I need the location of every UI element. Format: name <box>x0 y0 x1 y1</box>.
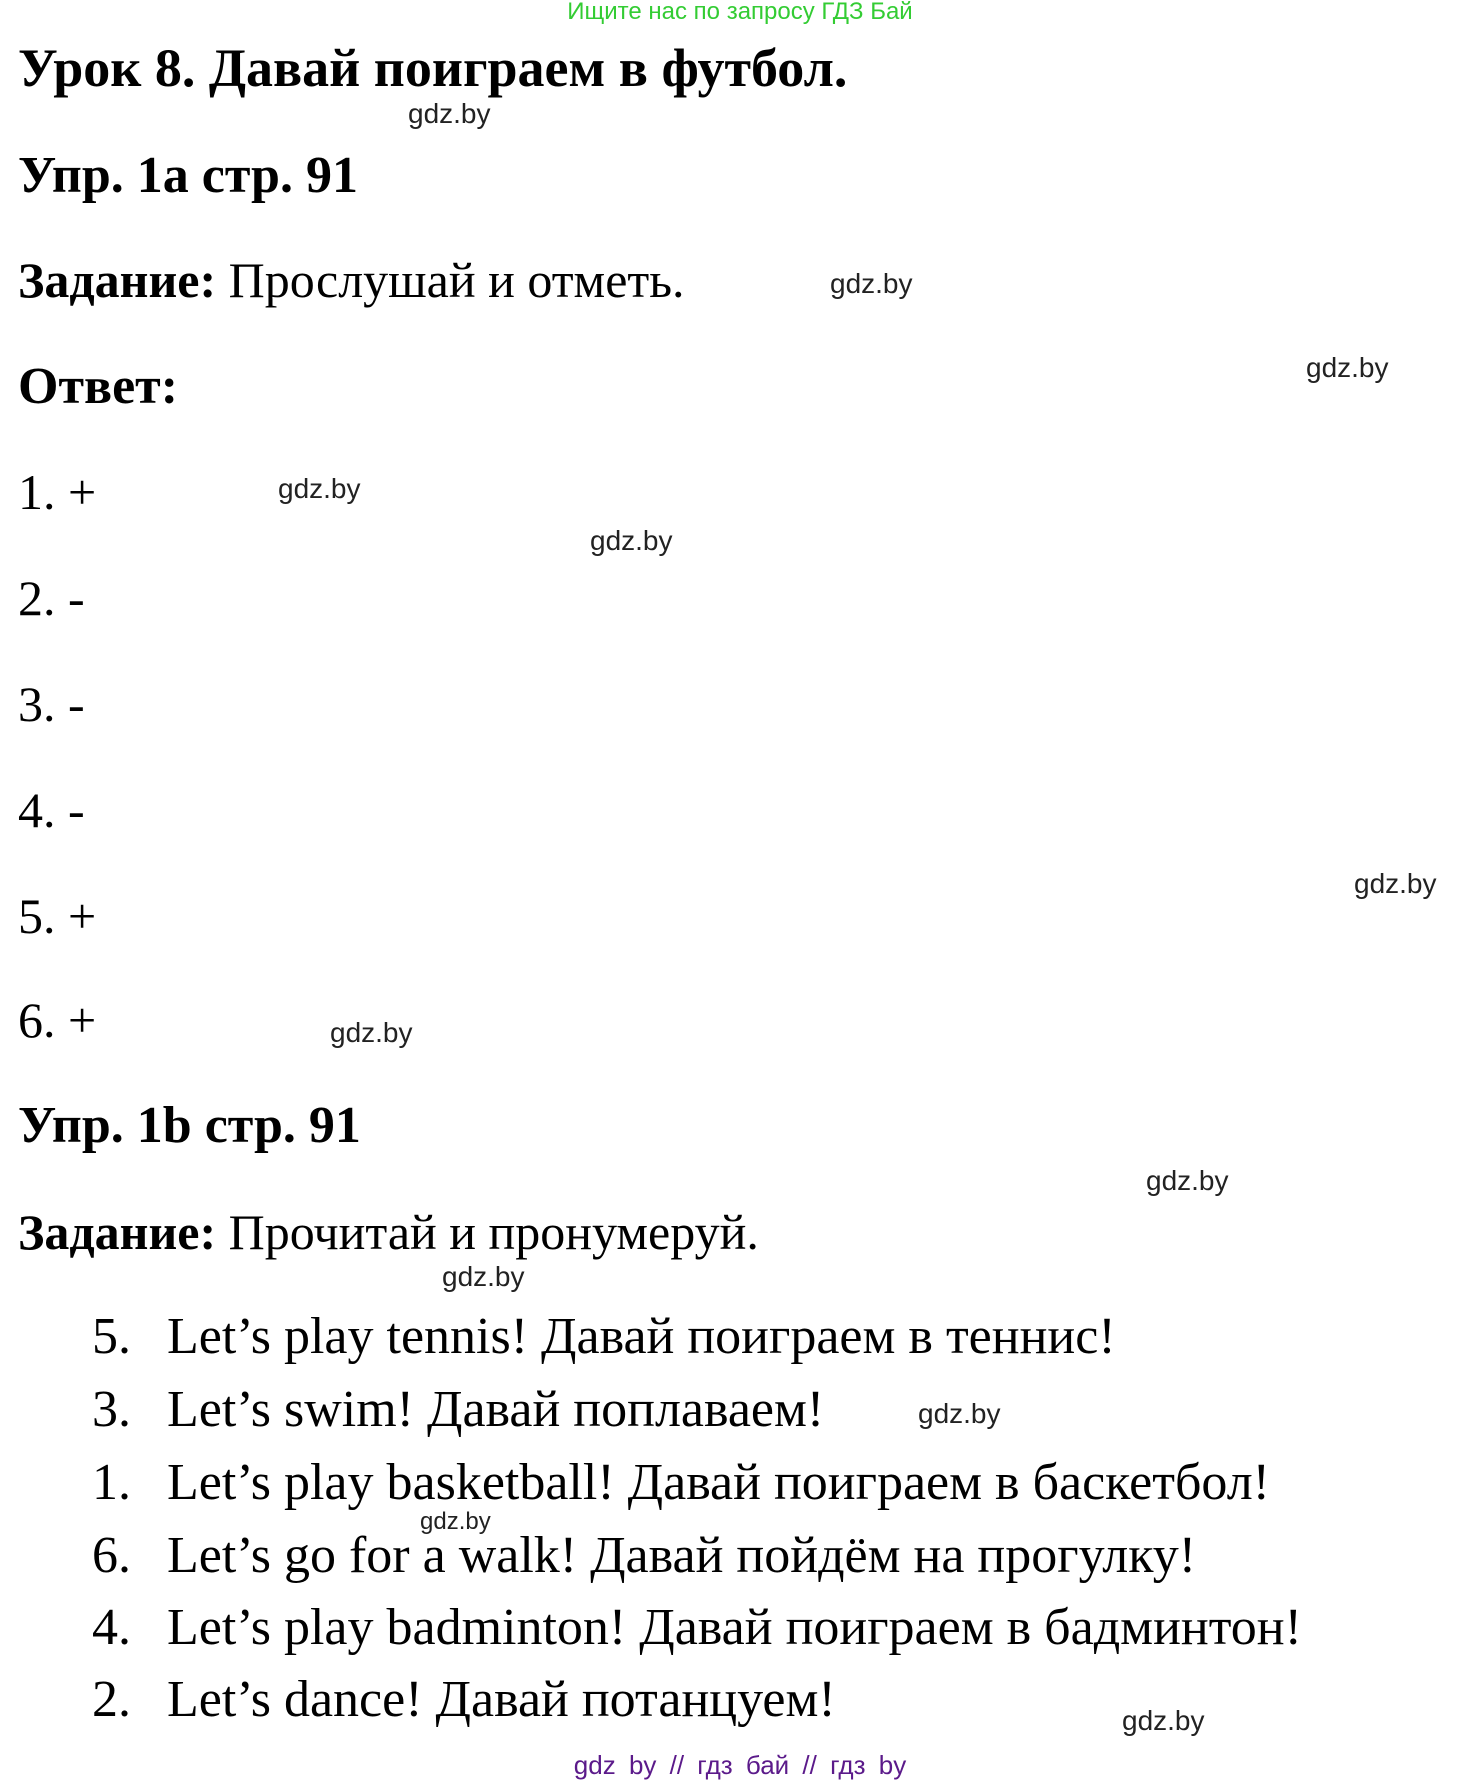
answer-item <box>18 568 85 628</box>
lesson-title: Урок 8. Давай поиграем в футбол. <box>18 38 848 98</box>
list-item <box>92 1380 824 1440</box>
answer-item <box>18 780 85 840</box>
list-item <box>92 1307 1116 1367</box>
item-number: 6. <box>92 1527 131 1584</box>
task-text: Прослушай и отметь. <box>216 252 685 308</box>
answer-mark: - <box>68 570 85 626</box>
item-number: 3. <box>92 1381 131 1438</box>
watermark: gdz.by <box>1306 352 1389 383</box>
watermark: gdz.by <box>590 525 673 556</box>
item-text: Let’s play tennis! Давай поиграем в теннис! <box>167 1308 1116 1365</box>
item-text: Let’s dance! Давай потанцуем! <box>167 1671 836 1728</box>
answer-number: 3. <box>18 676 56 732</box>
exercise-1a-task <box>18 250 685 310</box>
watermark: gdz.by <box>1354 868 1437 899</box>
exercise-1a-heading: Упр. 1a стр. 91 <box>18 147 358 204</box>
task-label: Задание: <box>18 1204 217 1260</box>
item-number: 1. <box>92 1454 131 1511</box>
item-text: Let’s swim! Давай поплаваем! <box>167 1381 825 1438</box>
footer-links: gdz by // гдз бай // гдз by <box>573 1750 907 1780</box>
watermark: gdz.by <box>1146 1165 1229 1196</box>
watermark: gdz.by <box>918 1398 1001 1429</box>
item-text: Let’s play badminton! Давай поиграем в бадминтон! <box>167 1599 1302 1656</box>
item-text: Let’s go for a walk! Давай пойдём на прогулку! <box>167 1527 1197 1584</box>
search-banner: Ищите нас по запросу ГДЗ Бай <box>567 0 913 25</box>
answer-number: 2. <box>18 570 56 626</box>
item-number: 5. <box>92 1308 131 1365</box>
answer-item <box>18 990 96 1050</box>
answer-mark: - <box>68 782 85 838</box>
list-item <box>92 1670 836 1730</box>
answer-number: 4. <box>18 782 56 838</box>
watermark: gdz.by <box>278 473 361 504</box>
answer-label: Ответ: <box>18 358 179 415</box>
answer-item <box>18 462 96 522</box>
task-text: Прочитай и пронумеруй. <box>216 1204 759 1260</box>
answer-mark: + <box>68 464 97 520</box>
answer-mark: - <box>68 676 85 732</box>
answer-item <box>18 674 85 734</box>
item-text: Let’s play basketball! Давай поиграем в баскетбол! <box>167 1454 1270 1511</box>
answer-item <box>18 886 96 946</box>
watermark: gdz.by <box>830 268 913 299</box>
watermark: gdz.by <box>420 1508 491 1535</box>
item-number: 4. <box>92 1599 131 1656</box>
list-item <box>92 1453 1270 1513</box>
task-label: Задание: <box>18 252 217 308</box>
watermark: gdz.by <box>1122 1705 1205 1736</box>
answer-number: 5. <box>18 888 56 944</box>
exercise-1b-heading: Упр. 1b стр. 91 <box>18 1097 361 1154</box>
answer-mark: + <box>68 992 97 1048</box>
answer-number: 6. <box>18 992 56 1048</box>
watermark: gdz.by <box>442 1261 525 1292</box>
item-number: 2. <box>92 1671 131 1728</box>
exercise-1b-task <box>18 1202 759 1262</box>
watermark: gdz.by <box>330 1017 413 1048</box>
answer-mark: + <box>68 888 97 944</box>
list-item <box>92 1526 1196 1586</box>
answer-number: 1. <box>18 464 56 520</box>
list-item <box>92 1598 1302 1658</box>
watermark: gdz.by <box>408 98 491 129</box>
